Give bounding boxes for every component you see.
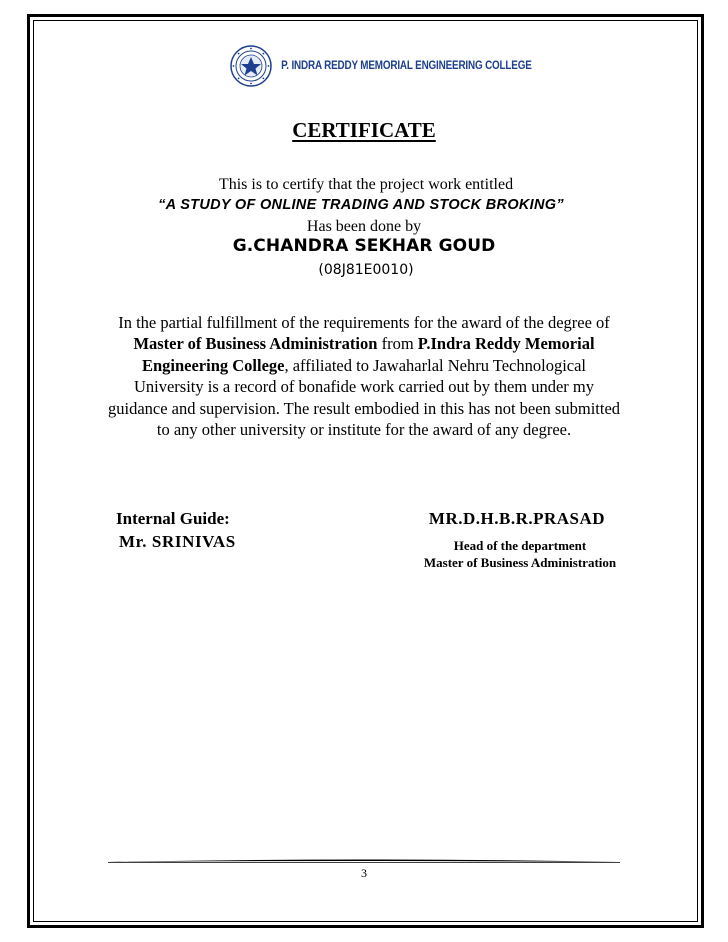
roll-number: (08J81E0010) xyxy=(318,262,414,278)
body-text-3: , affiliated to Jawaharlal Nehru Technological University is a record of bonafide work carried out by them under my guidance and supervision. The result embodied in this has not been submitted to any other university or institute for the award of any degree. xyxy=(108,355,621,440)
certificate-body xyxy=(108,312,620,440)
student-name: G.CHANDRA SEKHAR GOUD xyxy=(232,236,496,256)
college-seal-icon xyxy=(230,45,272,87)
certificate-title: CERTIFICATE xyxy=(292,118,436,142)
internal-guide-label: Internal Guide: xyxy=(116,509,230,528)
project-title: “A STUDY OF ONLINE TRADING AND STOCK BROKING” xyxy=(158,197,564,213)
footer-divider xyxy=(108,853,620,867)
hod-department: Master of Business Administration xyxy=(423,555,617,570)
body-text-2: from xyxy=(377,334,418,354)
college-header xyxy=(230,44,579,88)
college-name-banner: P. INDRA REDDY MEMORIAL ENGINEERING COLLEGE xyxy=(276,60,537,72)
page-border-inner xyxy=(33,20,698,922)
certify-line: This is to certify that the project work entitled xyxy=(218,176,514,193)
done-by-line: Has been done by xyxy=(306,218,422,235)
degree-name: Master of Business Administration xyxy=(133,334,378,354)
internal-guide-name: Mr. SRINIVAS xyxy=(119,532,236,551)
college-name: P.Indra Reddy Memorial Engineering College xyxy=(141,334,595,375)
page-number: 3 xyxy=(361,866,367,880)
body-text-1: In the partial fulfillment of the requirements for the award of the degree of xyxy=(118,313,610,332)
hod-name: MR.D.H.B.R.PRASAD xyxy=(428,509,606,528)
hod-role: Head of the department xyxy=(453,538,587,553)
